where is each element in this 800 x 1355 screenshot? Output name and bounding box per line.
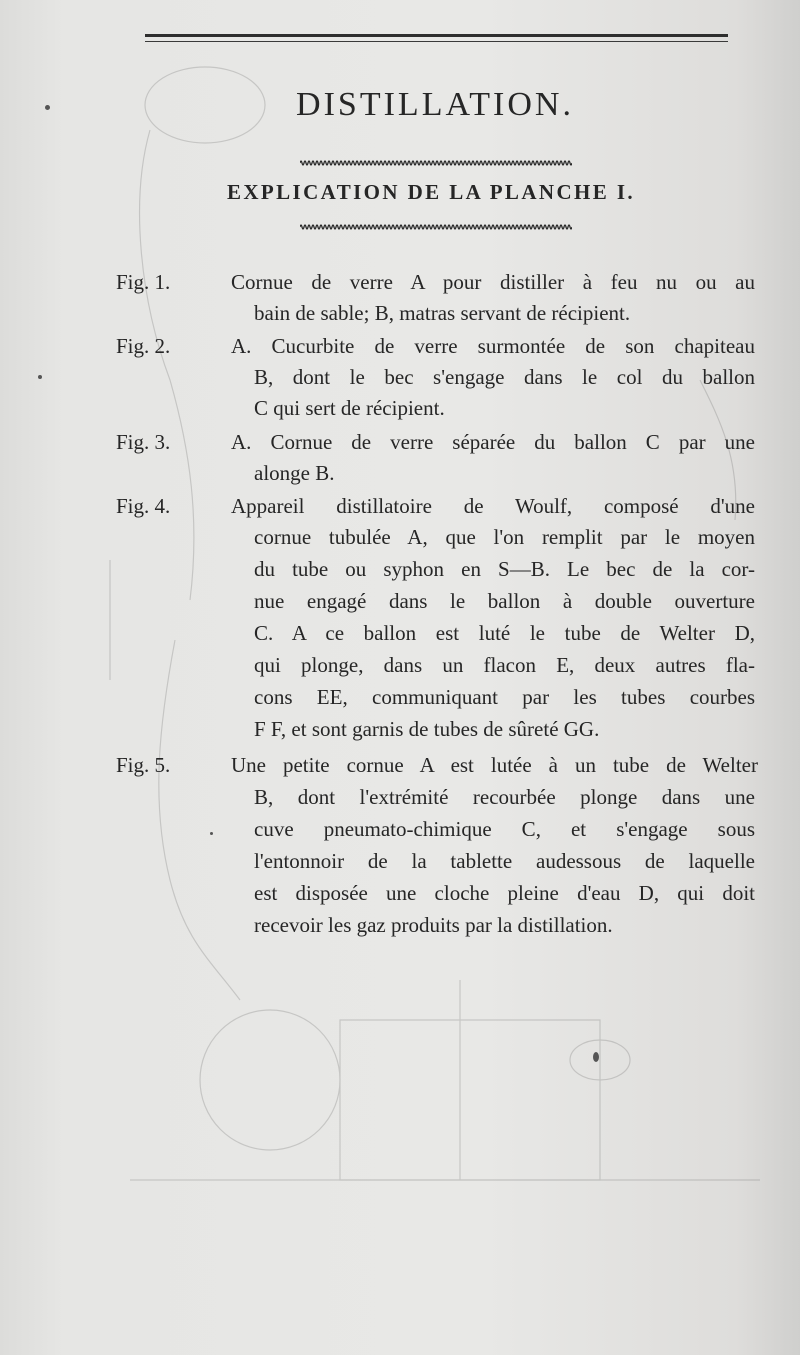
figure-text-line: bain de sable; B, matras servant de récipient. [254, 301, 631, 325]
figure-text-line: B, dont l'extrémité recourbée plonge dans une [254, 785, 755, 809]
ink-speck [593, 1052, 599, 1062]
figure-label: Fig. 1. [116, 270, 171, 294]
figure-label: Fig. 4. [116, 494, 171, 518]
figure-text-line: cornue tubulée A, que l'on remplit par le moyen [254, 525, 755, 549]
header-rule-thick [145, 34, 728, 37]
ink-speck [45, 105, 50, 110]
figure-label: Fig. 2. [116, 334, 171, 358]
ink-speck [210, 832, 213, 835]
figure-text-line: qui plonge, dans un flacon E, deux autres fla- [254, 653, 755, 677]
figure-text-line: C. A ce ballon est luté le tube de Welter D, [254, 621, 755, 645]
figure-text-line: Appareil distillatoire de Woulf, composé d'une [231, 494, 755, 518]
figure-text-line: cuve pneumato-chimique C, et s'engage sous [254, 817, 755, 841]
header-rule-thin [145, 41, 728, 42]
figure-label: Fig. 3. [116, 430, 171, 454]
figure-label: Fig. 5. [116, 753, 171, 777]
figure-text-line: du tube ou syphon en S—B. Le bec de la cor- [254, 557, 755, 581]
ornamental-wavy-rule-top [300, 158, 572, 168]
ornamental-wavy-rule-bottom [300, 222, 572, 232]
figure-text-line: cons EE, communiquant par les tubes courbes [254, 685, 755, 709]
figure-text-line: A. Cornue de verre séparée du ballon C par une [231, 430, 755, 454]
figure-text-line: A. Cucurbite de verre surmontée de son chapiteau [231, 334, 755, 358]
figure-text-line: est disposée une cloche pleine d'eau D, qui doit [254, 881, 755, 905]
section-subtitle: EXPLICATION DE LA PLANCHE I. [226, 180, 636, 204]
figure-text-line: F F, et sont garnis de tubes de sûreté GG. [254, 717, 600, 741]
figure-text-line: l'entonnoir de la tablette audessous de laquelle [254, 849, 755, 873]
figure-text-line: recevoir les gaz produits par la distillation. [254, 913, 613, 937]
ink-speck [38, 375, 42, 379]
figure-text-line: B, dont le bec s'engage dans le col du ballon [254, 365, 755, 389]
figure-text-line: Cornue de verre A pour distiller à feu nu ou au [231, 270, 755, 294]
page-title: DISTILLATION. [296, 86, 574, 123]
figure-text-line: alonge B. [254, 461, 335, 485]
figure-text-line: C qui sert de récipient. [254, 396, 445, 420]
figure-text-line: nue engagé dans le ballon à double ouverture [254, 589, 755, 613]
figure-text-line: Une petite cornue A est lutée à un tube de Welter [231, 753, 758, 777]
